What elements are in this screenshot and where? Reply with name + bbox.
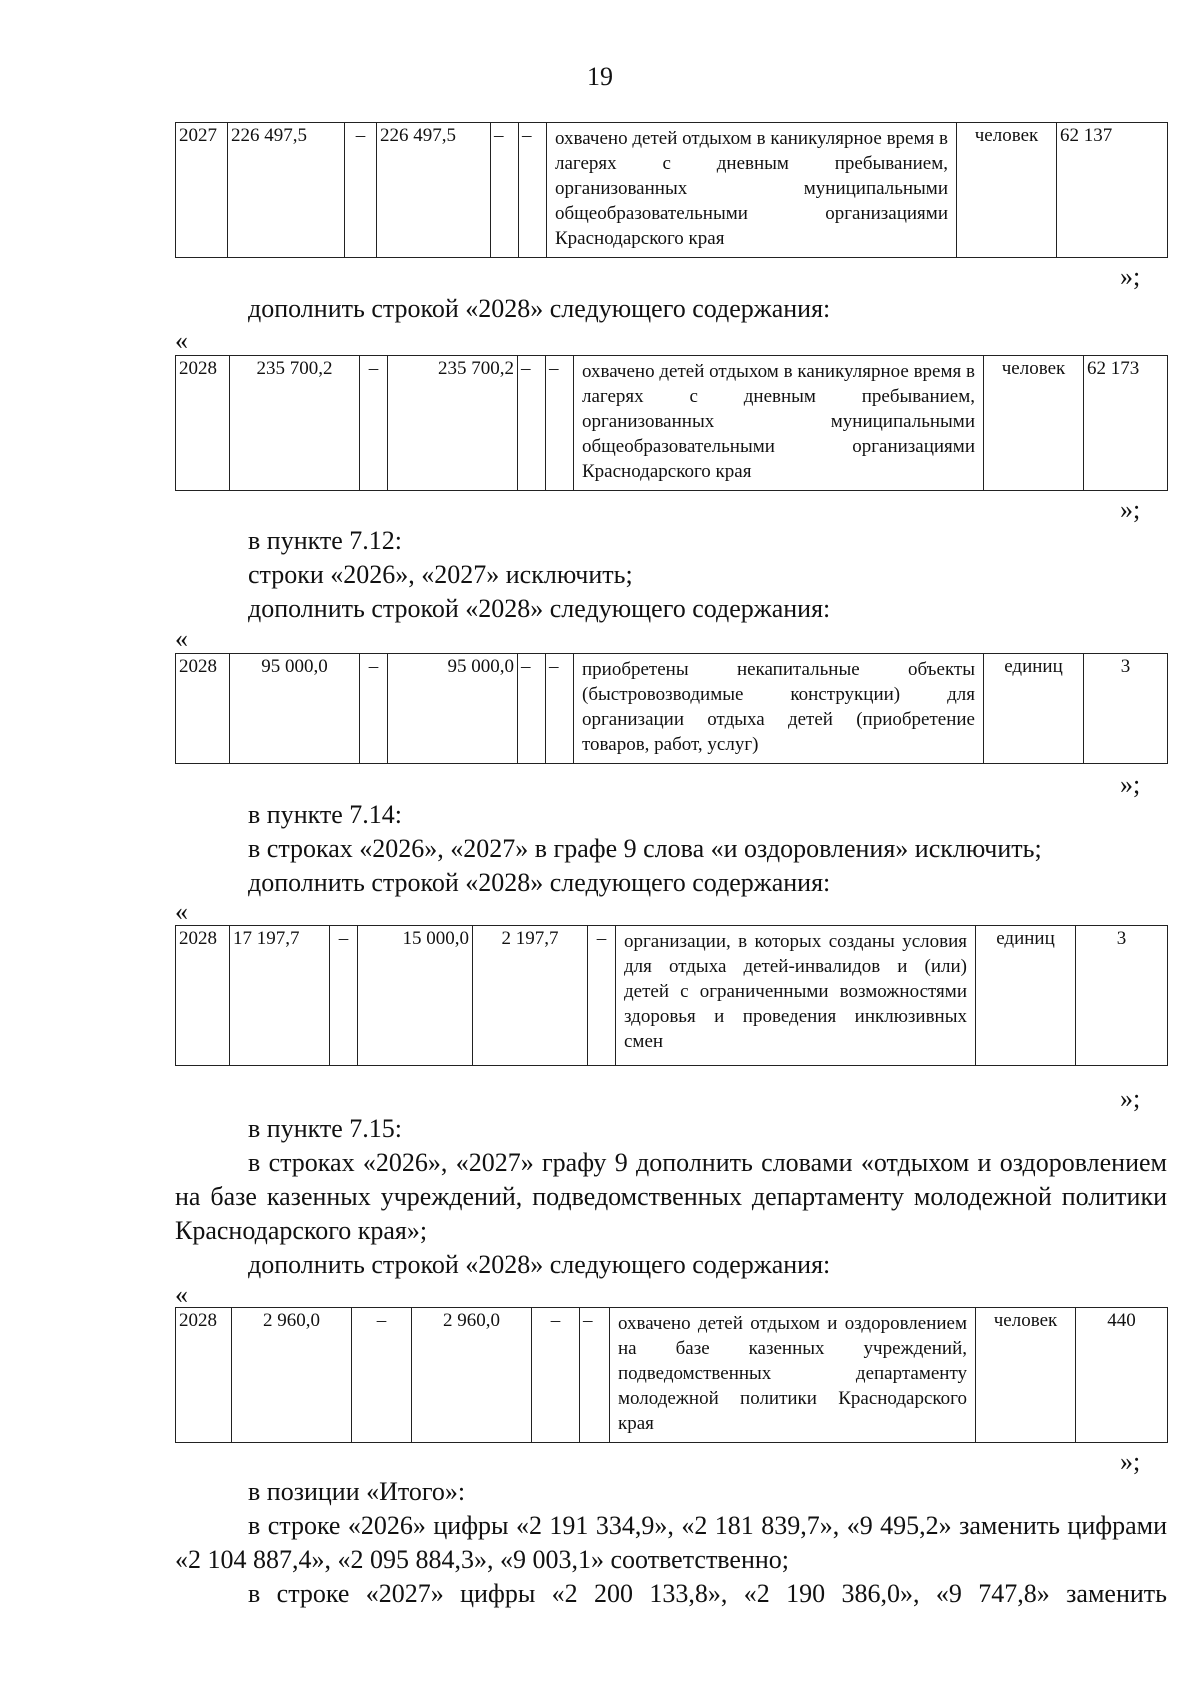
paragraph: дополнить строкой «2028» следующего содержания: bbox=[248, 594, 831, 623]
value-cell: 62 137 bbox=[1057, 123, 1168, 258]
unit-cell: человек bbox=[976, 1308, 1076, 1443]
unit-cell: единиц bbox=[976, 926, 1076, 1066]
total-cell: 226 497,5 bbox=[228, 123, 345, 258]
local-cell: – bbox=[518, 654, 546, 764]
total-cell: 2 960,0 bbox=[232, 1308, 352, 1443]
federal-cell: – bbox=[360, 356, 388, 491]
paragraph: дополнить строкой «2028» следующего содержания: bbox=[248, 294, 831, 323]
year-cell: 2028 bbox=[176, 356, 230, 491]
other-cell: – bbox=[546, 654, 574, 764]
table-row-2028-a bbox=[175, 355, 1168, 491]
paragraph: дополнить строкой «2028» следующего содержания: bbox=[248, 868, 831, 897]
regional-cell: 15 000,0 bbox=[358, 926, 473, 1066]
opening-quote: « bbox=[175, 1280, 188, 1309]
paragraph: в строках «2026», «2027» в графе 9 слова «и оздоровления» исключить; bbox=[248, 834, 1042, 863]
year-cell: 2027 bbox=[176, 123, 228, 258]
description-cell: охвачено детей отдыхом и оздоровлением на базе казенных учреждений, подведомственных департаменту молодежной политики Краснодарского края bbox=[610, 1308, 976, 1443]
description-cell: охвачено детей отдыхом в каникулярное время в лагерях с дневным пребыванием, организованных муниципальными общеобразовательными организациями Краснодарского края bbox=[574, 356, 984, 491]
value-cell: 3 bbox=[1076, 926, 1168, 1066]
description-cell: организации, в которых созданы условия для отдыха детей-инвалидов и (или) детей с ограниченными возможностями здоровья и проведения инклюзивных смен bbox=[616, 926, 976, 1066]
paragraph: в пункте 7.14: bbox=[248, 800, 403, 829]
other-cell: – bbox=[580, 1308, 610, 1443]
value-cell: 62 173 bbox=[1084, 356, 1168, 491]
total-cell: 17 197,7 bbox=[230, 926, 330, 1066]
regional-cell: 235 700,2 bbox=[388, 356, 518, 491]
year-cell: 2028 bbox=[176, 926, 230, 1066]
regional-cell: 2 960,0 bbox=[412, 1308, 532, 1443]
other-cell: – bbox=[588, 926, 616, 1066]
paragraph bbox=[175, 1509, 1167, 1577]
table-row-2027 bbox=[175, 122, 1168, 258]
local-cell: – bbox=[518, 356, 546, 491]
closing-quote: »; bbox=[1120, 1447, 1141, 1476]
paragraph: дополнить строкой «2028» следующего содержания: bbox=[248, 1250, 831, 1279]
paragraph: строки «2026», «2027» исключить; bbox=[248, 560, 633, 589]
paragraph bbox=[175, 1146, 1167, 1248]
paragraph bbox=[175, 1577, 1167, 1611]
federal-cell: – bbox=[330, 926, 358, 1066]
total-cell: 235 700,2 bbox=[230, 356, 360, 491]
paragraph-text: в строке «2027» цифры «2 200 133,8», «2 190 386,0», «9 747,8» заменить bbox=[248, 1579, 1167, 1608]
paragraph: в пункте 7.12: bbox=[248, 526, 403, 555]
paragraph-text: в строке «2026» цифры «2 191 334,9», «2 181 839,7», «9 495,2» заменить цифрами «2 104 887,4», «2 095 884,3», «9 003,1» соответственно; bbox=[175, 1511, 1167, 1574]
unit-cell: человек bbox=[984, 356, 1084, 491]
description-cell: охвачено детей отдыхом в каникулярное время в лагерях с дневным пребыванием, организованных муниципальными общеобразовательными организациями Краснодарского края bbox=[547, 123, 957, 258]
federal-cell: – bbox=[360, 654, 388, 764]
year-cell: 2028 bbox=[176, 654, 230, 764]
closing-quote: »; bbox=[1120, 495, 1141, 524]
opening-quote: « bbox=[175, 624, 188, 653]
other-cell: – bbox=[519, 123, 547, 258]
paragraph: в пункте 7.15: bbox=[248, 1114, 403, 1143]
local-cell: – bbox=[532, 1308, 580, 1443]
unit-cell: единиц bbox=[984, 654, 1084, 764]
federal-cell: – bbox=[352, 1308, 412, 1443]
other-cell: – bbox=[546, 356, 574, 491]
table-row-2028-b bbox=[175, 653, 1168, 764]
local-cell: – bbox=[491, 123, 519, 258]
federal-cell: – bbox=[345, 123, 377, 258]
value-cell: 3 bbox=[1084, 654, 1168, 764]
paragraph-text: в строках «2026», «2027» графу 9 дополнить словами «отдыхом и оздоровлением на базе казенных учреждений, подведомственных департаменту молодежной политики Краснодарского края»; bbox=[175, 1148, 1167, 1245]
closing-quote: »; bbox=[1120, 1084, 1141, 1113]
description-cell: приобретены некапитальные объекты (быстровозводимые конструкции) для организации отдыха детей (приобретение товаров, работ, услуг) bbox=[574, 654, 984, 764]
closing-quote: »; bbox=[1120, 770, 1141, 799]
page-number: 19 bbox=[587, 62, 613, 91]
paragraph: в позиции «Итого»: bbox=[248, 1477, 466, 1506]
regional-cell: 95 000,0 bbox=[388, 654, 518, 764]
closing-quote: »; bbox=[1120, 262, 1141, 291]
value-cell: 440 bbox=[1076, 1308, 1168, 1443]
total-cell: 95 000,0 bbox=[230, 654, 360, 764]
unit-cell: человек bbox=[957, 123, 1057, 258]
local-cell: 2 197,7 bbox=[473, 926, 588, 1066]
table-row-2028-d bbox=[175, 1307, 1168, 1443]
opening-quote: « bbox=[175, 897, 188, 926]
regional-cell: 226 497,5 bbox=[377, 123, 491, 258]
year-cell: 2028 bbox=[176, 1308, 232, 1443]
opening-quote: « bbox=[175, 326, 188, 355]
table-row-2028-c bbox=[175, 925, 1168, 1066]
